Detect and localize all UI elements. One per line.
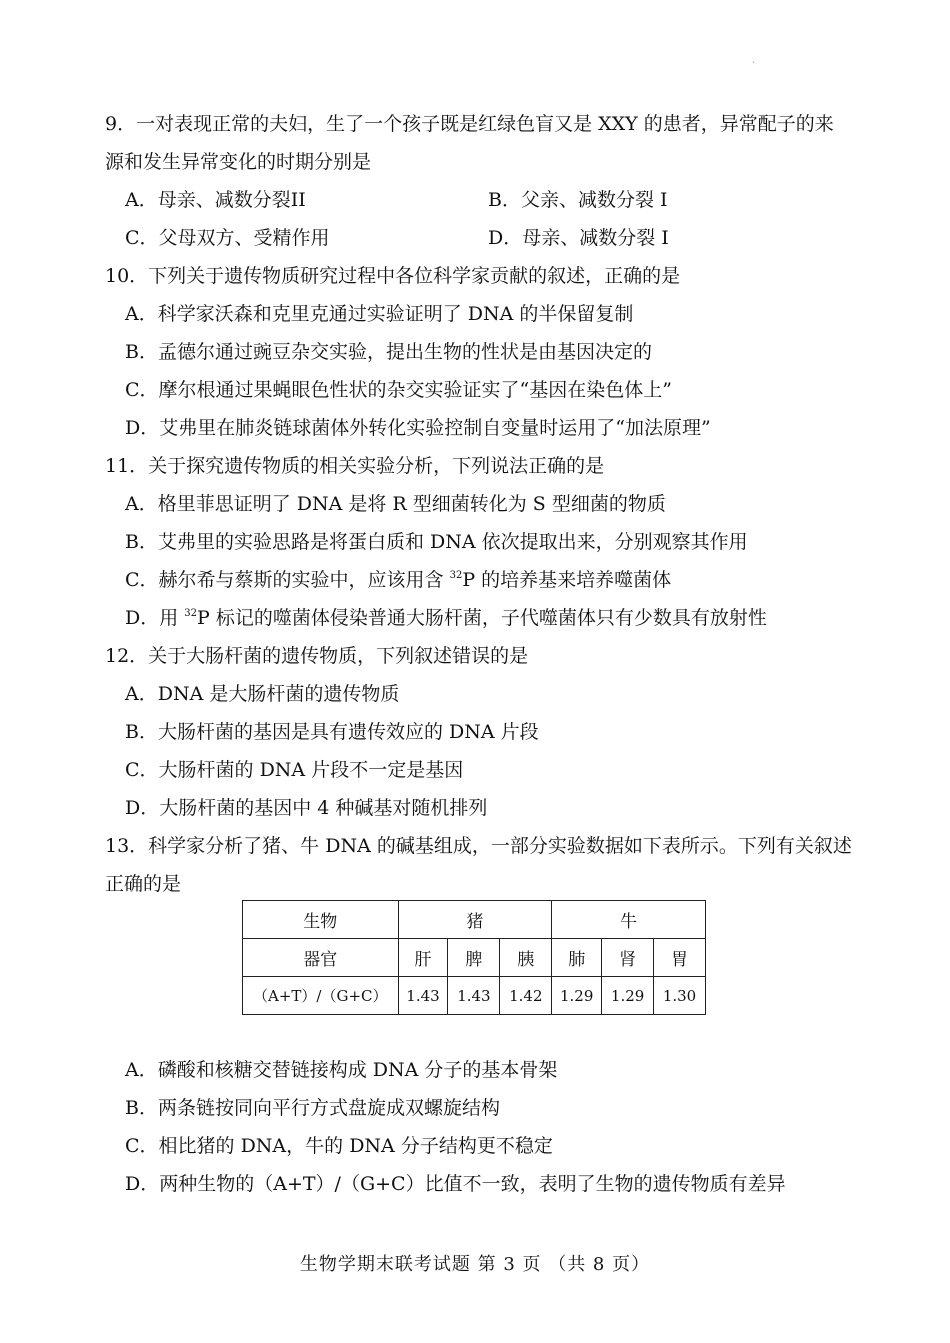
- q11-stem: 11．关于探究遗传物质的相关实验分析，下列说法正确的是: [105, 455, 605, 477]
- table-row-ratio: [243, 977, 706, 1015]
- q12-option-b: B．大肠杆菌的基因是具有遗传效应的 DNA 片段: [125, 721, 539, 743]
- q12-option-d: D．大肠杆菌的基因中 4 种碱基对随机排列: [125, 797, 488, 819]
- q11-option-d: [125, 605, 767, 631]
- q13-stem-line2: 正确的是: [105, 873, 182, 895]
- table-cell-organ: 胃: [654, 939, 706, 977]
- q11-option-d-post: P 标记的噬菌体侵染普通大肠杆菌，子代噬菌体只有少数具有放射性: [197, 607, 767, 629]
- table-cell-organ: 肾: [602, 939, 654, 977]
- scan-mark: ·: [752, 58, 756, 69]
- q13-option-b: B．两条链按同向平行方式盘旋成双螺旋结构: [125, 1097, 500, 1119]
- page-footer: 生物学期末联考试题 第 3 页 （共 8 页）: [299, 1254, 651, 1275]
- table-cell-organ: 肝: [398, 939, 448, 977]
- table-cell-ratio: 1.43: [448, 977, 500, 1015]
- q9-option-c: C．父母双方、受精作用: [125, 227, 330, 249]
- q11-option-c: [125, 567, 671, 593]
- q11-option-c-sup: 32: [449, 570, 463, 581]
- q10-option-b: B．孟德尔通过豌豆杂交实验，提出生物的性状是由基因决定的: [125, 341, 652, 363]
- table-cell-organ: 胰: [500, 939, 552, 977]
- q9-stem-line1: 9．一对表现正常的夫妇，生了一个孩子既是红绿色盲又是 XXY 的患者，异常配子的来: [105, 113, 834, 135]
- q13-option-a: A．磷酸和核糖交替链接构成 DNA 分子的基本骨架: [125, 1059, 558, 1081]
- table-cell-organ: 脾: [448, 939, 500, 977]
- table-cell-organ: 肺: [552, 939, 602, 977]
- q12-stem: 12．关于大肠杆菌的遗传物质，下列叙述错误的是: [105, 645, 529, 667]
- table-cell-ratio-label: （A+T）/（G+C）: [243, 977, 399, 1015]
- base-ratio-table: [242, 900, 706, 1015]
- table-cell-ratio: 1.29: [552, 977, 602, 1015]
- q13-option-c: C．相比猪的 DNA，牛的 DNA 分子结构更不稳定: [125, 1135, 553, 1157]
- table-cell-ratio: 1.30: [654, 977, 706, 1015]
- q11-option-d-sup: 32: [184, 608, 198, 619]
- table-cell-organ-label: 器官: [243, 939, 399, 977]
- q11-option-d-pre: D．用: [125, 607, 185, 629]
- table-cell-ratio: 1.42: [500, 977, 552, 1015]
- table-row-organ: [243, 939, 706, 977]
- table-cell-organism-label: 生物: [243, 901, 399, 939]
- q9-option-d: D．母亲、减数分裂 I: [488, 227, 669, 249]
- q13-stem-line1: 13．科学家分析了猪、牛 DNA 的碱基组成，一部分实验数据如下表所示。下列有关叙述: [105, 835, 852, 857]
- table-cell-pig: 猪: [398, 901, 552, 939]
- q9-stem-line2: 源和发生异常变化的时期分别是: [105, 151, 372, 173]
- q10-stem: 10．下列关于遗传物质研究过程中各位科学家贡献的叙述，正确的是: [105, 265, 681, 287]
- table-cell-cow: 牛: [552, 901, 706, 939]
- q9-option-b: B．父亲、减数分裂 I: [488, 189, 668, 211]
- q10-option-d: D．艾弗里在肺炎链球菌体外转化实验控制自变量时运用了“加法原理”: [125, 417, 711, 439]
- q12-option-a: A．DNA 是大肠杆菌的遗传物质: [125, 683, 400, 705]
- q11-option-c-pre: C．赫尔希与蔡斯的实验中，应该用含: [125, 569, 450, 591]
- table-cell-ratio: 1.43: [398, 977, 448, 1015]
- q12-option-c: C．大肠杆菌的 DNA 片段不一定是基因: [125, 759, 464, 781]
- table-cell-ratio: 1.29: [602, 977, 654, 1015]
- q11-option-a: A．格里菲思证明了 DNA 是将 R 型细菌转化为 S 型细菌的物质: [125, 493, 666, 515]
- table-row-organism: [243, 901, 706, 939]
- q9-option-a: A．母亲、减数分裂II: [125, 189, 306, 211]
- q11-option-c-post: P 的培养基来培养噬菌体: [462, 569, 672, 591]
- q10-option-a: A．科学家沃森和克里克通过实验证明了 DNA 的半保留复制: [125, 303, 634, 325]
- q13-option-d: D．两种生物的（A+T）/（G+C）比值不一致，表明了生物的遗传物质有差异: [125, 1173, 786, 1195]
- q11-option-b: B．艾弗里的实验思路是将蛋白质和 DNA 依次提取出来，分别观察其作用: [125, 531, 748, 553]
- q10-option-c: C．摩尔根通过果蝇眼色性状的杂交实验证实了“基因在染色体上”: [125, 379, 672, 401]
